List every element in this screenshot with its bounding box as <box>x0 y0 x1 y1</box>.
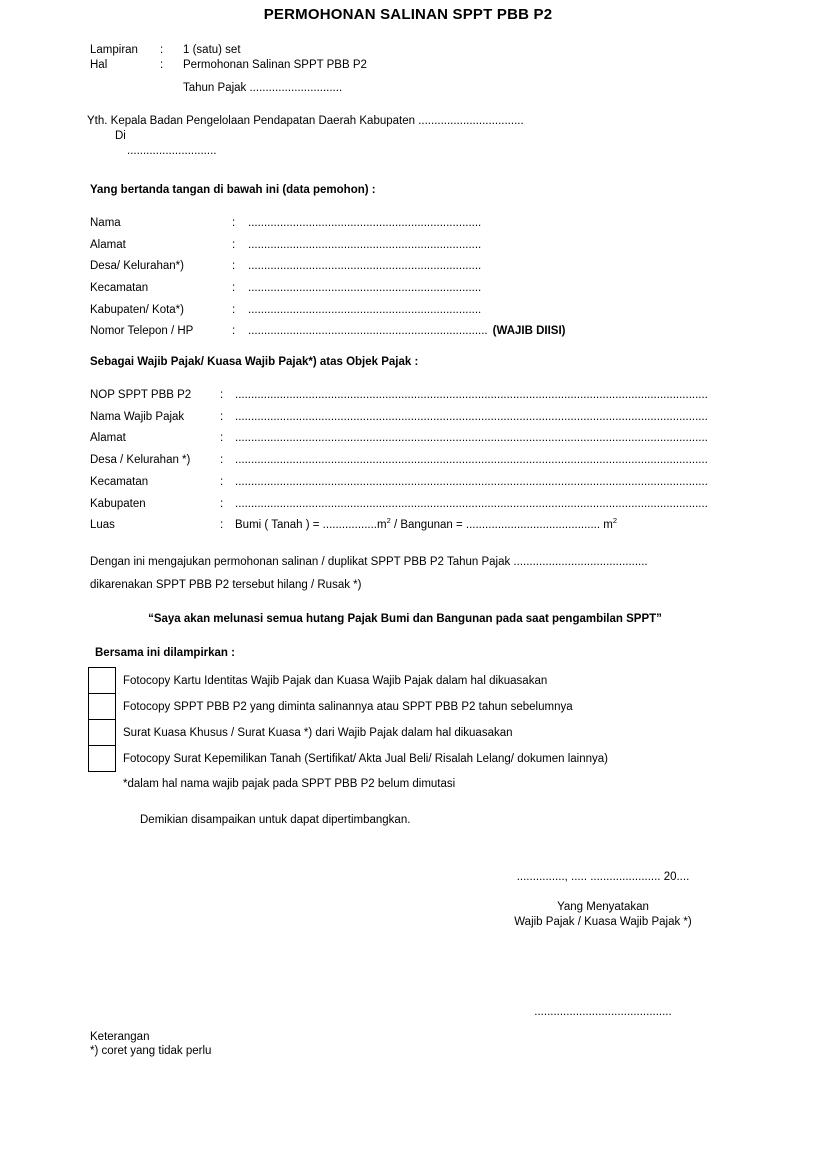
field-value: Bumi ( Tanah ) = $.................m^2$ / Bangunan = .......................................... $m^2$ <box>235 516 618 531</box>
field-colon: : <box>220 519 224 531</box>
wajib-diisi-note: (WAJIB DIISI) <box>492 325 566 337</box>
page-title: PERMOHONAN SALINAN SPPT PBB P2 <box>263 6 553 23</box>
field-colon: : <box>232 304 236 316</box>
field-label: Kecamatan <box>90 282 149 294</box>
superscript-2: 2 <box>386 516 391 526</box>
header-colon: : <box>160 59 164 71</box>
field-row-kecamatan <box>90 281 481 295</box>
field-row-telepon <box>90 324 565 338</box>
object-section-heading: Sebagai Wajib Pajak/ Kuasa Wajib Pajak*) atas Objek Pajak : <box>90 356 419 368</box>
field-label: Kecamatan <box>90 476 149 488</box>
header-label: Lampiran <box>90 44 138 56</box>
field-label: Kabupaten <box>90 498 146 510</box>
signatory-role: Wajib Pajak / Kuasa Wajib Pajak *) <box>514 916 692 928</box>
field-label: Nomor Telepon / HP <box>90 325 194 337</box>
field-dots: .................................................................................................................................................... <box>235 498 708 510</box>
footer-note: *) coret yang tidak perlu <box>90 1045 212 1057</box>
header-row-lampiran <box>90 43 241 57</box>
field-dots: ......................................................................... <box>248 239 482 251</box>
field-dots: ........................................................................... <box>248 325 488 337</box>
checkbox-item-1[interactable] <box>88 667 116 694</box>
field-colon: : <box>220 498 224 510</box>
addressee-dots: ............................ <box>127 145 217 157</box>
field-label: NOP SPPT PBB P2 <box>90 389 192 401</box>
field-dots: .................................................................................................................................................... <box>235 454 708 466</box>
field-colon: : <box>220 454 224 466</box>
field-row-kecamatan-objek <box>90 475 708 489</box>
field-colon: : <box>220 389 224 401</box>
closing-line: Demikian disampaikan untuk dapat dipertimbangkan. <box>140 814 411 826</box>
header-label: Hal <box>90 59 108 71</box>
header-row-hal <box>90 58 367 72</box>
signature-dots: ........................................... <box>534 1006 672 1018</box>
signatory-title: Yang Menyatakan <box>557 901 649 913</box>
addressee-line: Yth. Kepala Badan Pengelolaan Pendapatan Daerah Kabupaten ................................. <box>87 115 524 127</box>
field-colon: : <box>220 476 224 488</box>
field-dots: .................................................................................................................................................... <box>235 389 708 401</box>
field-label: Nama <box>90 217 121 229</box>
header-value: Permohonan Salinan SPPT PBB P2 <box>183 59 367 71</box>
field-label: Alamat <box>90 239 126 251</box>
checkbox-item-2[interactable] <box>88 693 116 720</box>
header-colon: : <box>160 44 164 56</box>
attachments-heading: Bersama ini dilampirkan : <box>95 647 235 659</box>
attachment-item-label: Fotocopy SPPT PBB P2 yang diminta salinannya atau SPPT PBB P2 tahun sebelumnya <box>123 701 573 713</box>
statement-line-2: dikarenakan SPPT PBB P2 tersebut hilang / Rusak *) <box>90 579 362 591</box>
field-label: Desa / Kelurahan *) <box>90 454 191 466</box>
attachment-item-label: Fotocopy Surat Kepemilikan Tanah (Sertifikat/ Akta Jual Beli/ Risalah Lelang/ dokumen lainnya) <box>123 753 608 765</box>
checkbox-item-4[interactable] <box>88 745 116 772</box>
field-colon: : <box>232 217 236 229</box>
field-label: Desa/ Kelurahan*) <box>90 260 184 272</box>
field-dots: ......................................................................... <box>248 282 482 294</box>
tahun-pajak-line: Tahun Pajak ............................. <box>183 82 343 94</box>
field-colon: : <box>220 411 224 423</box>
field-row-nama <box>90 216 481 230</box>
field-dots: ......................................................................... <box>248 304 482 316</box>
field-row-nama-wajib-pajak <box>90 410 708 424</box>
pledge-quote: “Saya akan melunasi semua hutang Pajak Bumi dan Bangunan pada saat pengambilan SPPT” <box>148 613 662 625</box>
statement-line-1: Dengan ini mengajukan permohonan salinan / duplikat SPPT PBB P2 Tahun Pajak .......................................... <box>90 556 648 568</box>
field-colon: : <box>232 239 236 251</box>
field-row-kabupaten-objek <box>90 497 708 511</box>
superscript-2: 2 <box>612 516 618 526</box>
field-colon: : <box>220 432 224 444</box>
attachment-item-label: Surat Kuasa Khusus / Surat Kuasa *) dari Wajib Pajak dalam hal dikuasakan <box>123 727 513 739</box>
checkbox-item-3[interactable] <box>88 719 116 746</box>
field-row-desa-kelurahan-objek <box>90 453 708 467</box>
field-row-alamat-objek <box>90 431 708 445</box>
field-row-desa-kelurahan <box>90 259 481 273</box>
field-dots: .................................................................................................................................................... <box>235 411 708 423</box>
field-colon: : <box>232 325 236 337</box>
field-row-nop <box>90 388 708 402</box>
date-place-line: ..............., ..... ...................... 20.... <box>516 871 690 883</box>
attachment-note: *dalam hal nama wajib pajak pada SPPT PBB P2 belum dimutasi <box>123 778 456 790</box>
header-value: 1 (satu) set <box>183 44 241 56</box>
field-dots: ......................................................................... <box>248 217 482 229</box>
field-label: Luas <box>90 519 115 531</box>
field-row-luas <box>90 518 617 532</box>
field-row-alamat <box>90 238 481 252</box>
addressee-di: Di <box>115 130 126 142</box>
field-dots: .................................................................................................................................................... <box>235 432 708 444</box>
field-row-kabupaten-kota <box>90 303 481 317</box>
attachment-item-label: Fotocopy Kartu Identitas Wajib Pajak dan Kuasa Wajib Pajak dalam hal dikuasakan <box>123 675 548 687</box>
field-colon: : <box>232 282 236 294</box>
applicant-section-heading: Yang bertanda tangan di bawah ini (data pemohon) : <box>90 184 376 196</box>
field-colon: : <box>232 260 236 272</box>
field-label: Kabupaten/ Kota*) <box>90 304 184 316</box>
field-label: Alamat <box>90 432 126 444</box>
field-dots: ......................................................................... <box>248 260 482 272</box>
field-dots: .................................................................................................................................................... <box>235 476 708 488</box>
field-label: Nama Wajib Pajak <box>90 411 185 423</box>
footer-keterangan: Keterangan <box>90 1031 150 1043</box>
